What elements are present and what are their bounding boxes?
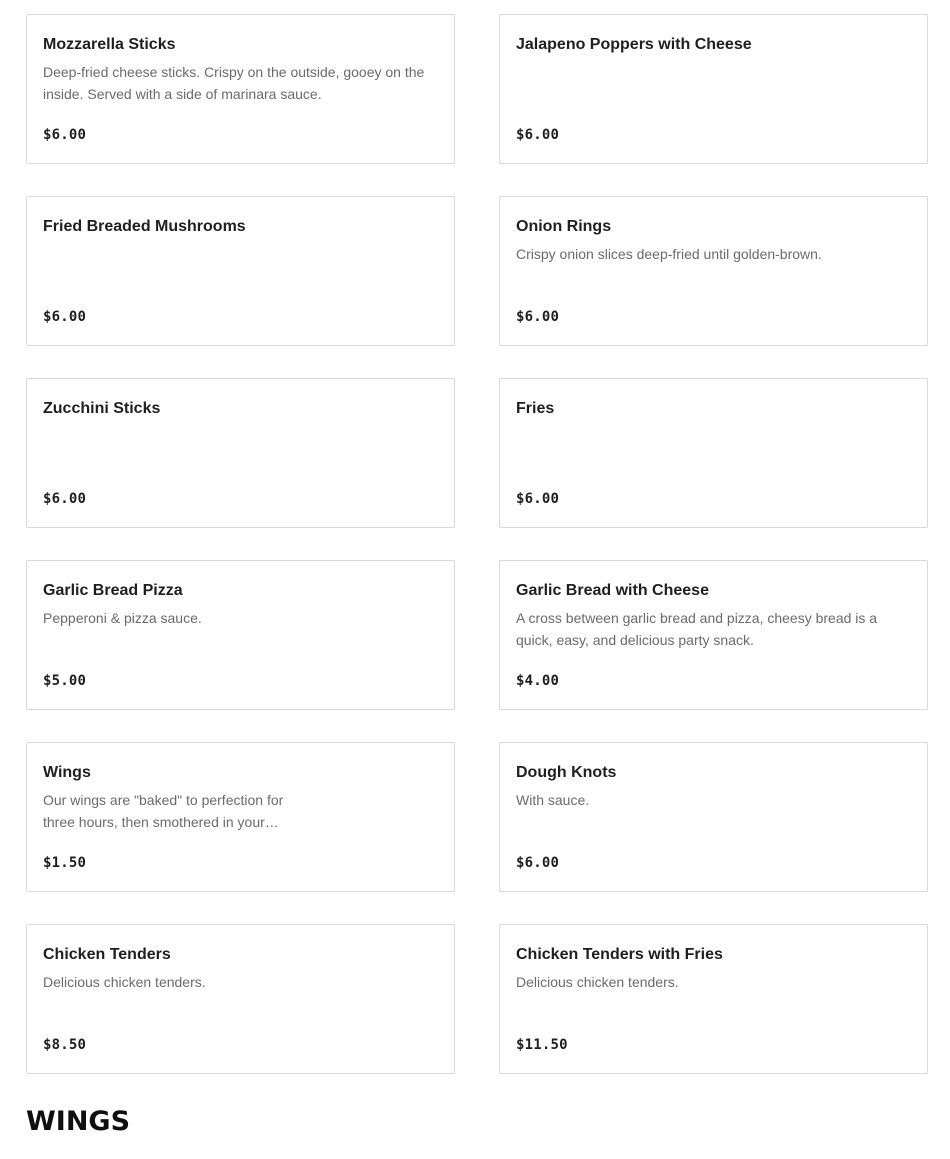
item-price: $6.00 — [43, 491, 87, 507]
item-price: $6.00 — [43, 309, 87, 325]
item-name: Chicken Tenders — [43, 946, 171, 963]
menu-item-card[interactable] — [499, 560, 928, 710]
item-name: Garlic Bread Pizza — [43, 582, 183, 599]
menu-item-card[interactable] — [26, 14, 455, 164]
item-name: Jalapeno Poppers with Cheese — [516, 36, 752, 53]
item-price: $6.00 — [516, 855, 560, 871]
item-price: $6.00 — [516, 309, 560, 325]
item-price: $6.00 — [516, 127, 560, 143]
menu-item-card[interactable] — [26, 742, 455, 892]
item-description: Delicious chicken tenders. — [43, 974, 206, 990]
item-price: $5.00 — [43, 673, 87, 689]
menu-item-card[interactable] — [26, 196, 455, 346]
item-description: Our wings are "baked" to perfection for three hours, then smothered in your… — [43, 792, 284, 830]
item-name: Mozzarella Sticks — [43, 36, 176, 53]
item-price: $4.00 — [516, 673, 560, 689]
menu-item-card[interactable] — [499, 378, 928, 528]
item-name: Fries — [516, 400, 555, 417]
item-name: Zucchini Sticks — [43, 400, 161, 417]
item-price: $11.50 — [516, 1037, 568, 1053]
item-name: Garlic Bread with Cheese — [516, 582, 709, 599]
menu-item-card[interactable] — [499, 742, 928, 892]
item-description: A cross between garlic bread and pizza, cheesy bread is a quick, easy, and delicious party snack. — [516, 610, 878, 648]
menu-item-card[interactable] — [499, 14, 928, 164]
menu-item-card[interactable] — [26, 560, 455, 710]
menu-item-card[interactable] — [26, 378, 455, 528]
menu-items-grid — [26, 14, 928, 1074]
item-description: Deep-fried cheese sticks. Crispy on the outside, gooey on the inside. Served with a side of marinara sauce. — [43, 64, 425, 102]
menu-item-card[interactable] — [26, 924, 455, 1074]
item-name: Onion Rings — [516, 218, 612, 235]
menu-item-card[interactable] — [499, 924, 928, 1074]
item-name: Chicken Tenders with Fries — [516, 946, 723, 963]
item-name: Dough Knots — [516, 764, 617, 781]
menu-item-card[interactable] — [499, 196, 928, 346]
item-description: Crispy onion slices deep-fried until golden-brown. — [516, 246, 822, 262]
item-price: $1.50 — [43, 855, 87, 871]
item-price: $6.00 — [43, 127, 87, 143]
item-description: Pepperoni & pizza sauce. — [43, 610, 202, 626]
item-name: Fried Breaded Mushrooms — [43, 218, 246, 235]
section-heading: WINGS — [26, 1106, 131, 1137]
item-name: Wings — [43, 764, 91, 781]
item-price: $6.00 — [516, 491, 560, 507]
item-description: Delicious chicken tenders. — [516, 974, 679, 990]
item-description: With sauce. — [516, 792, 590, 808]
item-price: $8.50 — [43, 1037, 87, 1053]
